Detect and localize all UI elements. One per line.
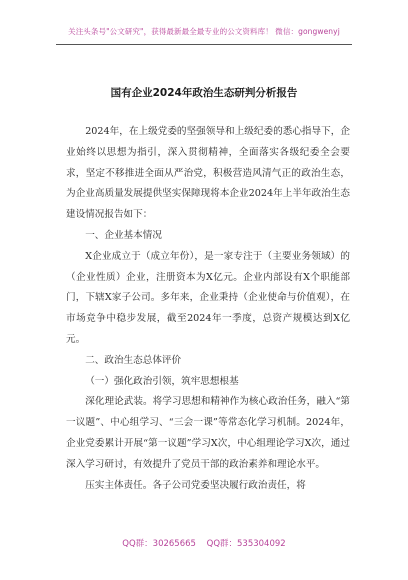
header-note: 关注头条号"公文研究"，获得最新最全最专业的公文资料库！ 微信：gongwenyj xyxy=(68,27,340,36)
theory-paragraph: 深化理论武装。将学习思想和精神作为核心政治任务，融入“第一议题”、中心组学习、“三会一课”等常态化学习机制。2024年，企业党委累计开展“第一议题”学习X次，中心组理论学习X次，通过深入学习研讨，有效提升了党员干部的政治素养和理论水平。 xyxy=(66,396,350,470)
document-title: 国有企业2024年政治生态研判分析报告 xyxy=(110,87,298,99)
section-heading-1: 一、企业基本情况 xyxy=(85,229,162,241)
section-heading-2: 二、政治生态总体评价 xyxy=(85,354,182,366)
company-info-paragraph: X企业成立于（成立年份），是一家专注于（主要业务领域）的（企业性质）企业，注册资本为X亿元。企业内部设有X个职能部门，下辖X家子公司。多年来，企业秉持（企业使命与价值观），在市场竞争中稳步发展，截至2024年一季度，总资产规模达到X亿元。 xyxy=(66,250,350,345)
footer-qq-groups xyxy=(0,537,408,549)
footer-qq-group-1: QQ群：30265665 xyxy=(122,539,196,549)
intro-paragraph: 2024年，在上级党委的坚强领导和上级纪委的悉心指导下，企业始终以思想为指引，深入贯彻精神，全面落实各级纪委全会要求，坚定不移推进全面从严治党，积极营造风清气正的政治生态，为企业高质量发展提供坚实保障现将本企业2024年上半年政治生态建设情况报告如下： xyxy=(66,126,350,221)
document-body xyxy=(66,122,350,496)
footer-qq-group-2: QQ群：535304092 xyxy=(206,539,286,549)
responsibility-paragraph: 压实主体责任。各子公司党委坚决履行政治责任，将 xyxy=(85,479,306,491)
header-divider xyxy=(56,44,352,45)
subsection-heading-1: （一）强化政治引领，筑牢思想根基 xyxy=(85,375,239,387)
